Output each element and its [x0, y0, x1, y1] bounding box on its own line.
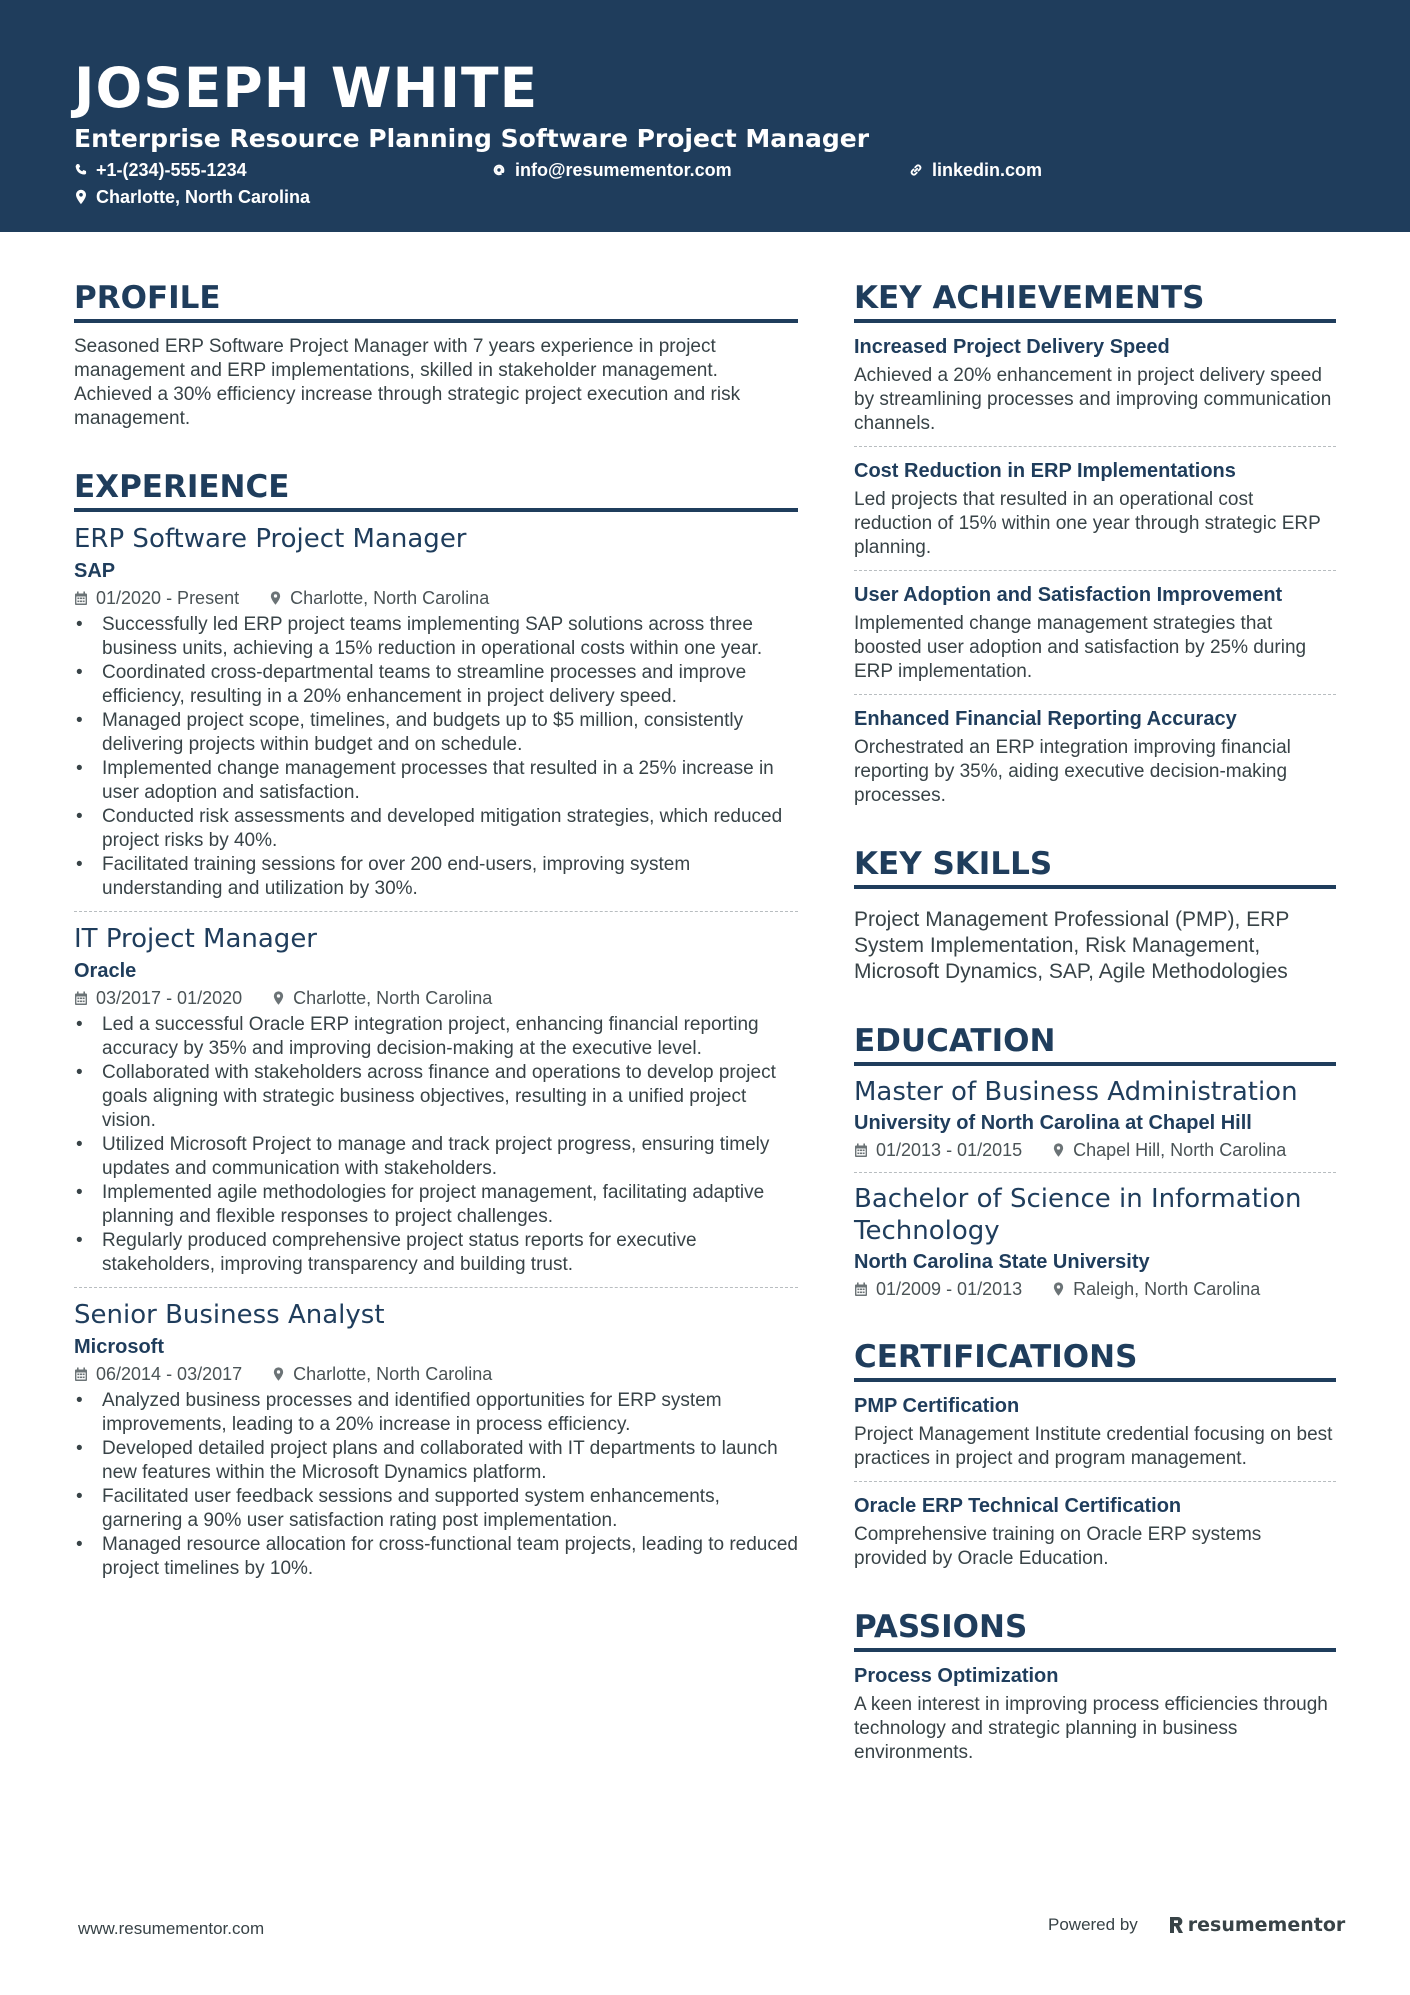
- brand-logo[interactable]: [1168, 1914, 1346, 1936]
- phone-text: +1-(234)-555-1234: [96, 160, 247, 180]
- section-heading: PROFILE: [74, 278, 798, 323]
- resume-header: [0, 0, 1410, 232]
- job-dates: 01/2020 - Present: [96, 588, 240, 608]
- brand-name: resumementor: [1187, 1914, 1346, 1936]
- bullet-item: • Facilitated training sessions for over 200 end-users, improving system understanding and utilization by 30%.: [102, 853, 798, 901]
- bullet-item: • Implemented change management processes that resulted in a 25% increase in user adoption and satisfaction.: [102, 757, 798, 805]
- achievement-title: Increased Project Delivery Speed: [854, 336, 1170, 358]
- location-pin-icon: [272, 990, 285, 1006]
- powered-by-label: Powered by: [1048, 1915, 1138, 1934]
- bullet-item: • Managed project scope, timelines, and budgets up to $5 million, consistently delivering projects within budget and on schedule.: [102, 709, 798, 757]
- achievements-section: [854, 278, 1336, 808]
- certifications-section: [854, 1337, 1336, 1571]
- bullet-item: • Coordinated cross-departmental teams to streamline processes and improve efficiency, resulting in a 20% enhancement in project delivery speed.: [102, 661, 798, 709]
- divider: [854, 1481, 1336, 1482]
- bullet-item: • Regularly produced comprehensive project status reports for executive stakeholders, improving transparency and building trust.: [102, 1229, 798, 1277]
- bullet-item: • Implemented agile methodologies for project management, facilitating adaptive planning and flexible responses to project challenges.: [102, 1181, 798, 1229]
- bullet-item: • Utilized Microsoft Project to manage and track project progress, ensuring timely updates and communication with stakeholders.: [102, 1133, 798, 1181]
- job-meta: [74, 586, 798, 610]
- contact-linkedin[interactable]: [908, 157, 1042, 183]
- bullet-item: • Developed detailed project plans and collaborated with IT departments to launch new features within the Microsoft Dynamics platform.: [102, 1437, 798, 1485]
- job-location: Charlotte, North Carolina: [293, 988, 493, 1008]
- edu-meta: [854, 1277, 1336, 1301]
- edu-location: Raleigh, North Carolina: [1073, 1279, 1261, 1299]
- footer-website[interactable]: www.resumementor.com: [78, 1919, 265, 1938]
- company-name: Microsoft: [74, 1336, 164, 1358]
- certification-title: PMP Certification: [854, 1395, 1020, 1417]
- email-text[interactable]: info@resumementor.com: [515, 160, 732, 180]
- degree-title: Master of Business Administration: [854, 1077, 1298, 1107]
- experience-section: [74, 467, 798, 1581]
- achievement-text: Orchestrated an ERP integration improving financial reporting by 35%, aiding executive decision-making processes.: [854, 737, 1291, 806]
- school-name: North Carolina State University: [854, 1251, 1150, 1273]
- job-entry: [74, 1298, 798, 1581]
- contact-location: [74, 184, 310, 210]
- company-name: Oracle: [74, 960, 137, 982]
- section-heading: KEY SKILLS: [854, 844, 1336, 889]
- left-column: [74, 278, 798, 1617]
- calendar-icon: [74, 591, 88, 606]
- job-meta: [74, 1362, 798, 1386]
- location-pin-icon: [74, 189, 88, 205]
- section-heading: CERTIFICATIONS: [854, 1337, 1336, 1382]
- school-name: University of North Carolina at Chapel Hill: [854, 1112, 1252, 1134]
- calendar-icon: [74, 991, 88, 1006]
- right-column: [854, 278, 1336, 1801]
- location-pin-icon: [1052, 1281, 1065, 1297]
- edu-location: Chapel Hill, North Carolina: [1073, 1140, 1287, 1160]
- section-heading: KEY ACHIEVEMENTS: [854, 278, 1336, 323]
- section-heading: EDUCATION: [854, 1021, 1336, 1066]
- section-heading: EXPERIENCE: [74, 467, 798, 512]
- job-bullets: [74, 1013, 798, 1277]
- bullet-item: • Collaborated with stakeholders across finance and operations to develop project goals aligning with strategic business objectives, resulting in a unified project vision.: [102, 1061, 798, 1133]
- skills-section: [854, 844, 1336, 985]
- bullet-item: • Successfully led ERP project teams implementing SAP solutions across three business units, achieving a 15% reduction in operational costs within one year.: [102, 613, 798, 661]
- company-name: SAP: [74, 560, 116, 582]
- job-location: Charlotte, North Carolina: [290, 588, 490, 608]
- passions-section: [854, 1607, 1336, 1765]
- location-pin-icon: [1052, 1142, 1065, 1158]
- job-title: IT Project Manager: [74, 924, 318, 954]
- at-icon: [491, 162, 507, 178]
- job-meta: [74, 986, 798, 1010]
- edu-dates: 01/2013 - 01/2015: [876, 1140, 1023, 1160]
- location-pin-icon: [272, 1366, 285, 1382]
- achievement-text: Implemented change management strategies that boosted user adoption and satisfaction by 25% during ERP implementation.: [854, 613, 1307, 682]
- achievement-title: User Adoption and Satisfaction Improvement: [854, 584, 1283, 606]
- bullet-item: • Conducted risk assessments and developed mitigation strategies, which reduced project risks by 40%.: [102, 805, 798, 853]
- candidate-name: JOSEPH WHITE: [74, 56, 539, 120]
- divider: [74, 1287, 798, 1288]
- bullet-item: • Facilitated user feedback sessions and supported system enhancements, garnering a 90% user satisfaction rating post implementation.: [102, 1485, 798, 1533]
- skills-text: Project Management Professional (PMP), ERP System Implementation, Risk Management, Microsoft Dynamics, SAP, Agile Methodologies: [854, 908, 1289, 983]
- passion-title: Process Optimization: [854, 1665, 1059, 1687]
- achievement-title: Cost Reduction in ERP Implementations: [854, 460, 1236, 482]
- certification-title: Oracle ERP Technical Certification: [854, 1495, 1182, 1517]
- candidate-title: Enterprise Resource Planning Software Project Manager: [74, 124, 870, 153]
- section-heading: PASSIONS: [854, 1607, 1336, 1652]
- linkedin-text[interactable]: linkedin.com: [932, 160, 1043, 180]
- contact-row: [74, 157, 1336, 183]
- bullet-item: • Led a successful Oracle ERP integration project, enhancing financial reporting accuracy by 35% and improving decision-making at the executive level.: [102, 1013, 798, 1061]
- job-title: ERP Software Project Manager: [74, 524, 467, 554]
- location-pin-icon: [269, 590, 282, 606]
- resumementor-logo-icon: [1168, 1916, 1184, 1934]
- calendar-icon: [854, 1143, 868, 1158]
- calendar-icon: [74, 1367, 88, 1382]
- achievement-title: Enhanced Financial Reporting Accuracy: [854, 708, 1237, 730]
- job-location: Charlotte, North Carolina: [293, 1364, 493, 1384]
- job-entry: [74, 522, 798, 901]
- job-dates: 06/2014 - 03/2017: [96, 1364, 243, 1384]
- degree-title: Bachelor of Science in Information Technology: [854, 1184, 1302, 1246]
- contact-row-2: [74, 184, 1336, 210]
- certification-text: Comprehensive training on Oracle ERP systems provided by Oracle Education.: [854, 1524, 1262, 1569]
- bullet-item: • Managed resource allocation for cross-functional team projects, leading to reduced project timelines by 10%.: [102, 1533, 798, 1581]
- footer-branding: [1048, 1914, 1345, 1936]
- divider: [854, 446, 1336, 447]
- job-title: Senior Business Analyst: [74, 1300, 385, 1330]
- job-bullets: [74, 1389, 798, 1581]
- link-icon: [908, 162, 924, 178]
- phone-icon: [74, 163, 88, 177]
- certification-text: Project Management Institute credential focusing on best practices in project and program management.: [854, 1424, 1333, 1469]
- contact-email[interactable]: [491, 157, 908, 183]
- calendar-icon: [854, 1282, 868, 1297]
- job-dates: 03/2017 - 01/2020: [96, 988, 243, 1008]
- achievement-text: Achieved a 20% enhancement in project delivery speed by streamlining processes and improving communication channels.: [854, 365, 1332, 434]
- divider: [854, 570, 1336, 571]
- bullet-item: • Analyzed business processes and identified opportunities for ERP system improvements, leading to a 20% increase in process efficiency.: [102, 1389, 798, 1437]
- passion-text: A keen interest in improving process efficiencies through technology and strategic planning in business environments.: [854, 1694, 1328, 1763]
- profile-section: [74, 278, 798, 431]
- divider: [854, 694, 1336, 695]
- divider: [854, 1172, 1336, 1173]
- edu-meta: [854, 1138, 1336, 1162]
- location-text: Charlotte, North Carolina: [96, 187, 311, 207]
- job-bullets: [74, 613, 798, 901]
- divider: [74, 911, 798, 912]
- edu-dates: 01/2009 - 01/2013: [876, 1279, 1023, 1299]
- profile-text: Seasoned ERP Software Project Manager with 7 years experience in project management and ERP implementations, skilled in stakeholder management. Achieved a 30% efficiency increase through strategic project execution and risk management.: [74, 336, 741, 429]
- education-section: [854, 1021, 1336, 1301]
- job-entry: [74, 922, 798, 1277]
- contact-phone: [74, 157, 491, 183]
- achievement-text: Led projects that resulted in an operational cost reduction of 15% within one year through strategic ERP planning.: [854, 489, 1321, 558]
